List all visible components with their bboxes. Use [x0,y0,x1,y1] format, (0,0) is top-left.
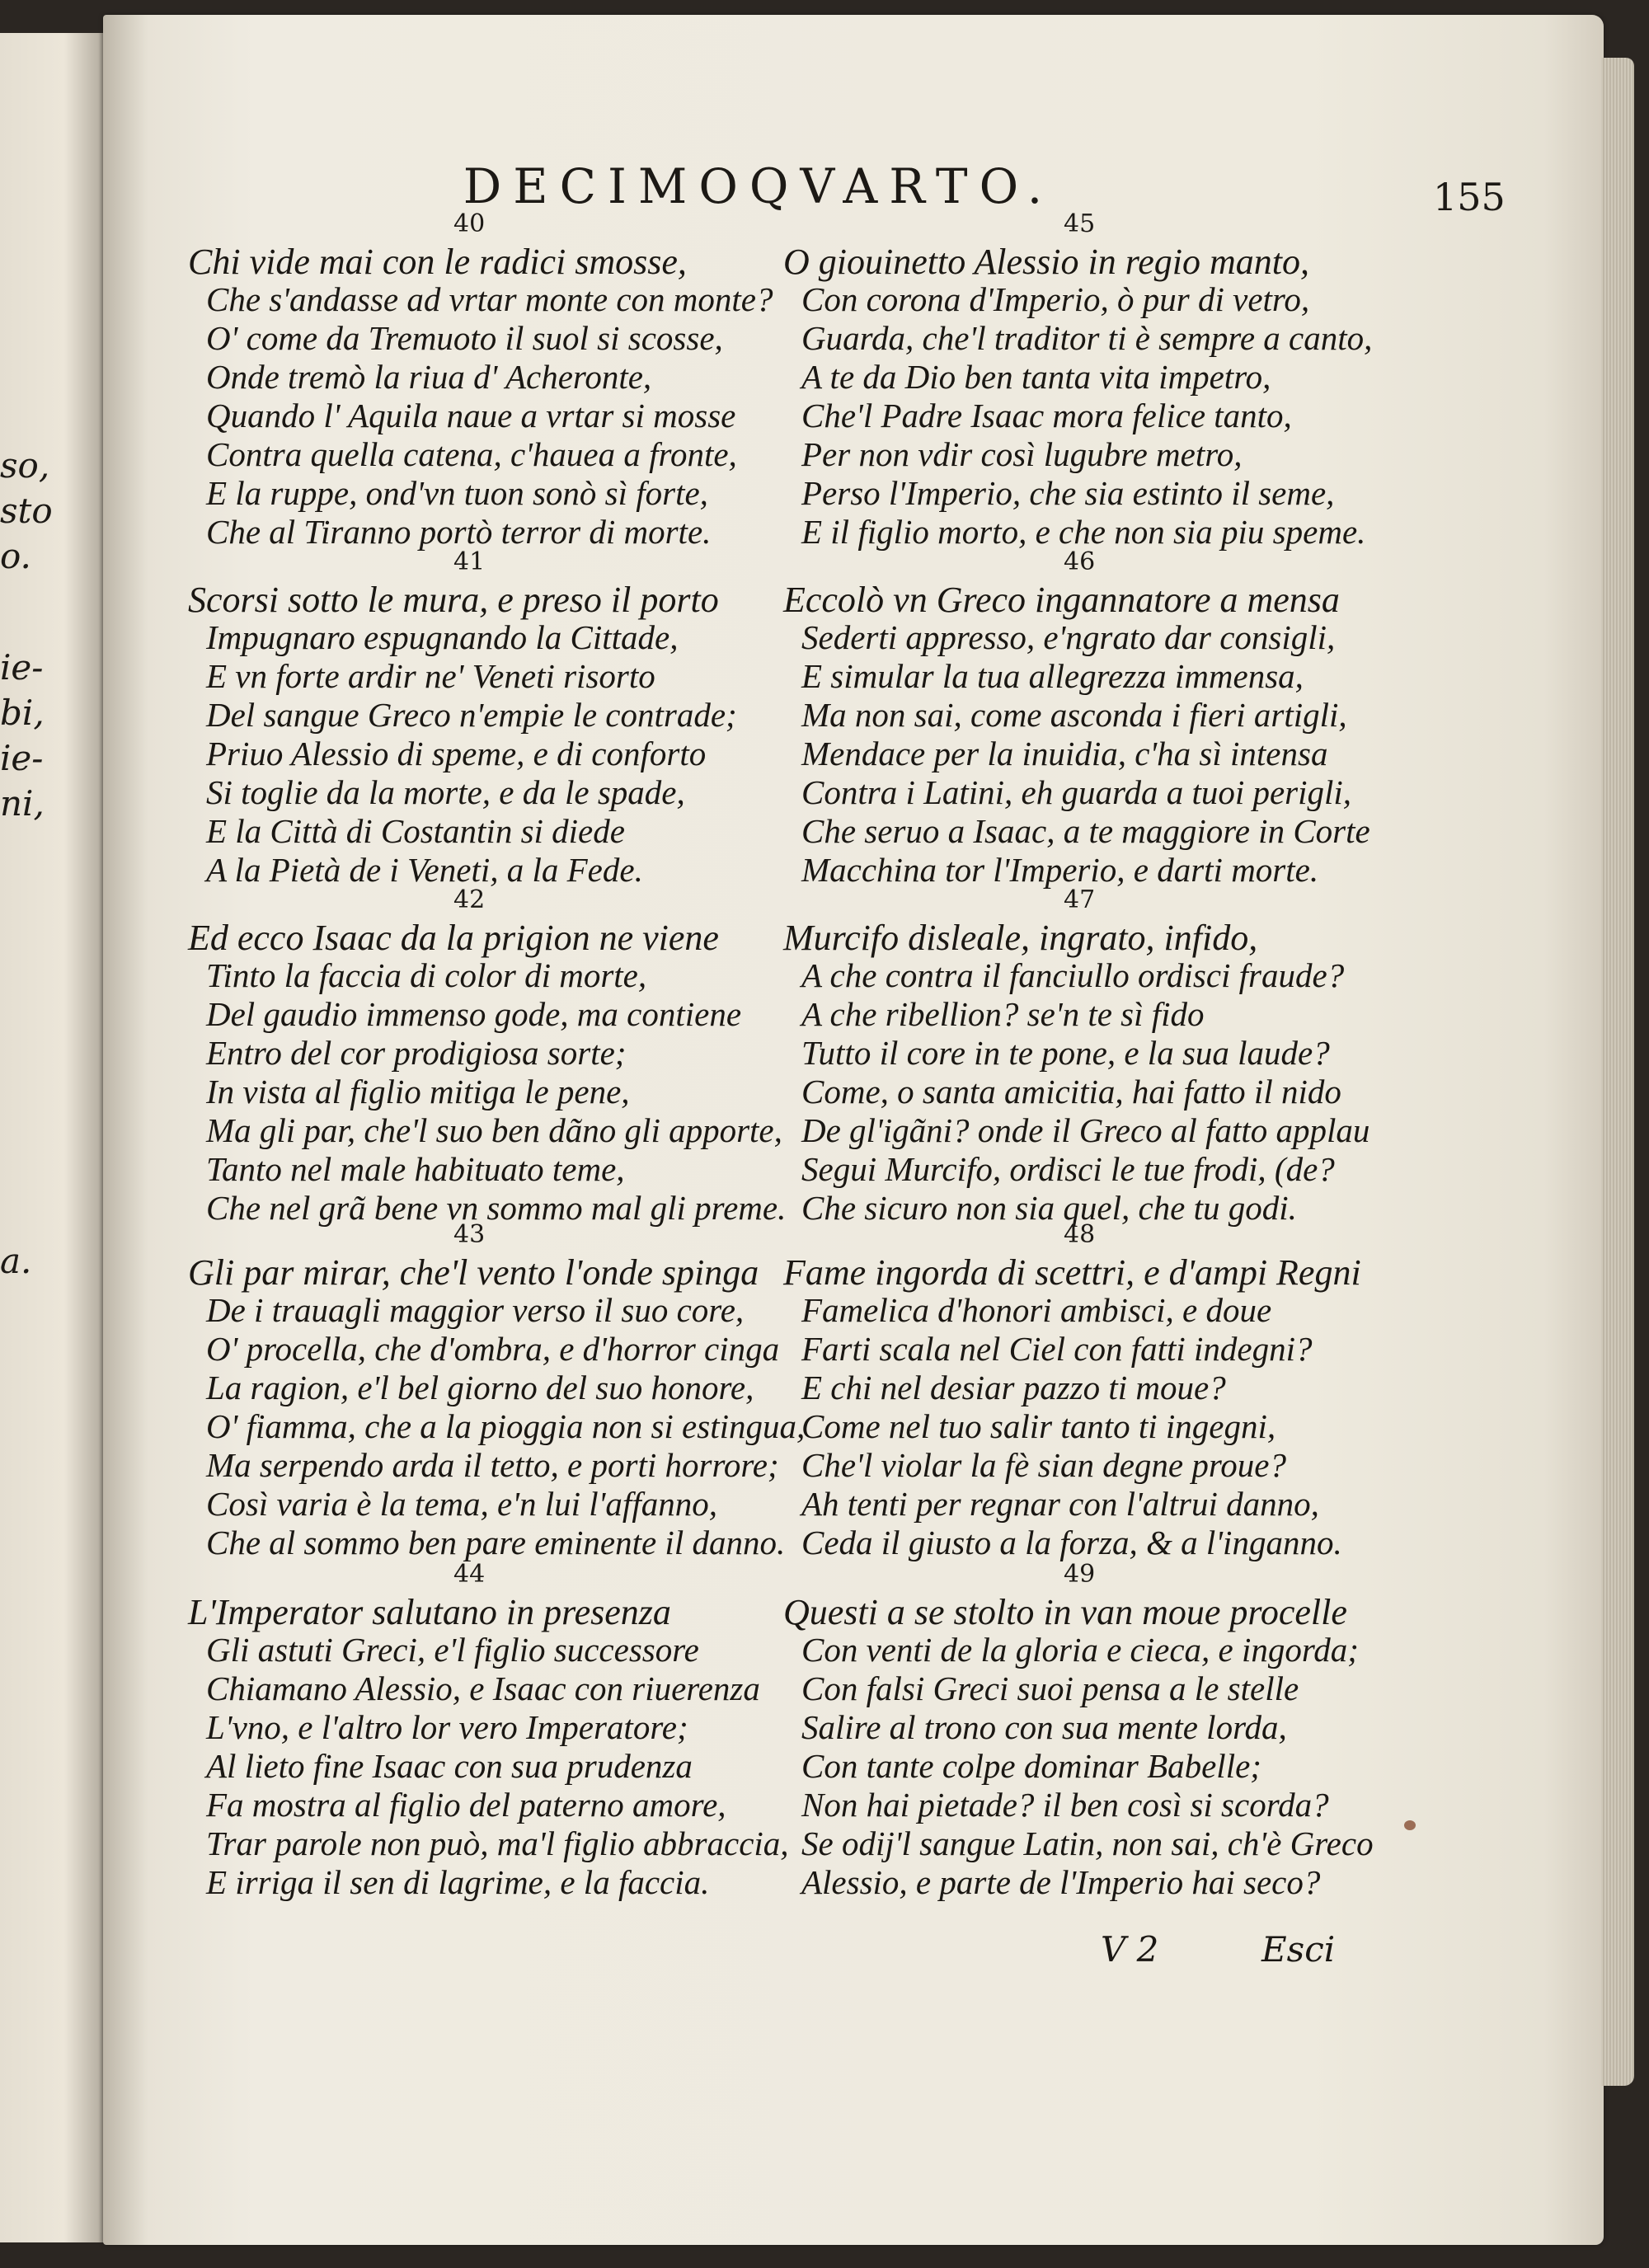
verse-line: O' come da Tremuoto il suol si scosse, [206,319,723,357]
verse-line: Che s'andasse ad vrtar monte con monte? [206,280,773,318]
left-page-fragment: ni, [0,783,45,824]
verse-line: Tanto nel male habituato teme, [206,1150,625,1188]
verse-line: Ceda il giusto a la forza, & a l'inganno. [801,1524,1342,1561]
verse-line: Sederti appresso, e'ngrato dar consigli, [801,618,1336,656]
stanza-number: 45 [1064,209,1096,238]
verse-line: Per non vdir così lugubre metro, [801,435,1243,473]
verse-line: Che nel grã bene vn sommo mal gli preme. [206,1189,787,1227]
verse-line: La ragion, e'l bel giorno del suo honore, [206,1369,754,1406]
verse-line: Fame ingorda di scettri, e d'ampi Regni [783,1252,1361,1293]
verse-line: Contra i Latini, eh guarda a tuoi perigli, [801,773,1352,811]
verse-line: Eccolò vn Greco ingannatore a mensa [783,580,1340,620]
verse-line: Scorsi sotto le mura, e preso il porto [188,580,719,620]
verse-line: Come nel tuo salir tanto ti ingegni, [801,1407,1276,1445]
verse-line: Ma serpendo arda il tetto, e porti horrore; [206,1446,779,1484]
stanza-number: 41 [453,547,486,576]
stanza-number: 46 [1064,547,1096,576]
verse-line: Entro del cor prodigiosa sorte; [206,1034,627,1072]
verse-line: Non hai pietade? il ben così si scorda? [801,1786,1329,1824]
verse-line: Del gaudio immenso gode, ma contiene [206,995,742,1033]
verse-line: L'vno, e l'altro lor vero Imperatore; [206,1708,688,1746]
ink-stain [1404,1820,1416,1830]
catchword: Esci [1261,1929,1336,1970]
left-page-fragment: so, [0,445,50,486]
verse-line: E vn forte ardir ne' Veneti risorto [206,657,655,695]
verse-line: A te da Dio ben tanta vita impetro, [801,358,1271,396]
verse-line: Che al Tiranno portò terror di morte. [206,513,712,551]
verse-line: E la Città di Costantin si diede [206,812,625,850]
verse-line: E la ruppe, ond'vn tuon sonò sì forte, [206,474,708,512]
verse-line: Farti scala nel Ciel con fatti indegni? [801,1330,1313,1368]
verse-line: O' procella, che d'ombra, e d'horror cinga [206,1330,780,1368]
verse-line: Tutto il core in te pone, e la sua laude? [801,1034,1330,1072]
stanza-number: 44 [453,1560,486,1589]
verse-line: Ah tenti per regnar con l'altrui danno, [801,1485,1319,1523]
verse-line: Si toglie da la morte, e da le spade, [206,773,685,811]
left-page-fragment: ie- [0,738,44,778]
verse-line: Ma non sai, come asconda i fieri artigli, [801,696,1347,734]
verse-line: Gli astuti Greci, e'l figlio successore [206,1631,699,1669]
verse-line: Con falsi Greci suoi pensa a le stelle [801,1669,1299,1707]
verse-line: Macchina tor l'Imperio, e darti morte. [801,851,1319,889]
stanza-number: 42 [453,885,486,914]
verse-line: Che sicuro non sia quel, che tu godi. [801,1189,1297,1227]
verse-line: Del sangue Greco n'empie le contrade; [206,696,737,734]
verse-line: Ma gli par, che'l suo ben dãno gli apporte, [206,1111,782,1149]
verse-line: Chi vide mai con le radici smosse, [188,242,687,282]
verse-line: E irriga il sen di lagrime, e la faccia. [206,1863,710,1901]
verse-line: Gli par mirar, che'l vento l'onde spinga [188,1252,759,1293]
left-page-fragment: a. [0,1241,32,1281]
verse-line: Come, o santa amicitia, hai fatto il nido [801,1073,1341,1111]
verse-line: E simular la tua allegrezza immensa, [801,657,1304,695]
page-edges [1601,58,1634,2086]
verse-line: Guarda, che'l traditor ti è sempre a canto, [801,319,1373,357]
verse-line: A che ribellion? se'n te sì fido [801,995,1205,1033]
stanza-number: 47 [1064,885,1096,914]
stanza-number: 40 [453,209,486,238]
verse-line: Fa mostra al figlio del paterno amore, [206,1786,726,1824]
left-page-fragment: bi, [0,693,45,733]
verse-line: A che contra il fanciullo ordisci fraude? [801,956,1345,994]
running-head: DECIMOQVARTO. [463,158,1055,214]
verse-line: In vista al figlio mitiga le pene, [206,1073,630,1111]
verse-line: O' fiamma, che a la pioggia non si estingua, [206,1407,806,1445]
verse-line: Tinto la faccia di color di morte, [206,956,647,994]
verse-line: Impugnaro espugnando la Cittade, [206,618,679,656]
verse-line: Salire al trono con sua mente lorda, [801,1708,1287,1746]
verse-line: Che'l Padre Isaac mora felice tanto, [801,397,1292,434]
verse-line: Murcifo disleale, ingrato, infido, [783,918,1258,958]
verse-line: Che seruo a Isaac, a te maggiore in Corte [801,812,1370,850]
verse-line: Al lieto fine Isaac con sua prudenza [206,1747,693,1785]
verse-line: Quando l' Aquila naue a vrtar si mosse [206,397,736,434]
verse-line: Con corona d'Imperio, ò pur di vetro, [801,280,1310,318]
verse-line: Ed ecco Isaac da la prigion ne viene [188,918,719,958]
verse-line: Famelica d'honori ambisci, e doue [801,1291,1272,1329]
stanza-number: 48 [1064,1220,1096,1249]
verse-line: Segui Murcifo, ordisci le tue frodi, (de? [801,1150,1335,1188]
verse-line: De i trauagli maggior verso il suo core, [206,1291,745,1329]
verse-line: Con venti de la gloria e cieca, e ingorda; [801,1631,1359,1669]
verse-line: E chi nel desiar pazzo ti moue? [801,1369,1226,1406]
verse-line: Chiamano Alessio, e Isaac con riuerenza [206,1669,760,1707]
left-page-fragment: o. [0,536,31,576]
verse-line: Trar parole non può, ma'l figlio abbraccia, [206,1824,789,1862]
verse-line: Onde tremò la riua d' Acheronte, [206,358,652,396]
verse-line: Perso l'Imperio, che sia estinto il seme, [801,474,1335,512]
verse-line: Che'l violar la fè sian degne proue? [801,1446,1286,1484]
verse-line: E il figlio morto, e che non sia piu speme. [801,513,1366,551]
verse-line: Questi a se stolto in van moue procelle [783,1592,1347,1632]
left-page-fragment: sto [0,491,53,531]
verse-line: Priuo Alessio di speme, e di conforto [206,735,707,772]
stanza-number: 43 [453,1220,486,1249]
verse-line: Se odij'l sangue Latin, non sai, ch'è Greco [801,1824,1374,1862]
verse-line: De gl'igãni? onde il Greco al fatto applau [801,1111,1370,1149]
verse-line: Mendace per la inuidia, c'ha sì intensa [801,735,1328,772]
verse-line: O giouinetto Alessio in regio manto, [783,242,1309,282]
verse-line: Alessio, e parte de l'Imperio hai seco? [801,1863,1321,1901]
verse-line: Con tante colpe dominar Babelle; [801,1747,1261,1785]
verse-line: L'Imperator salutano in presenza [188,1592,671,1632]
stanza-number: 49 [1064,1560,1096,1589]
verse-line: Che al sommo ben pare eminente il danno. [206,1524,786,1561]
verse-line: Così varia è la tema, e'n lui l'affanno, [206,1485,717,1523]
page-number: 155 [1433,175,1506,219]
left-page-edge [0,33,107,2242]
left-page-fragment: ie- [0,647,44,688]
verse-line: Contra quella catena, c'hauea a fronte, [206,435,737,473]
signature-mark: V 2 [1101,1929,1159,1970]
verse-line: A la Pietà de i Veneti, a la Fede. [206,851,643,889]
